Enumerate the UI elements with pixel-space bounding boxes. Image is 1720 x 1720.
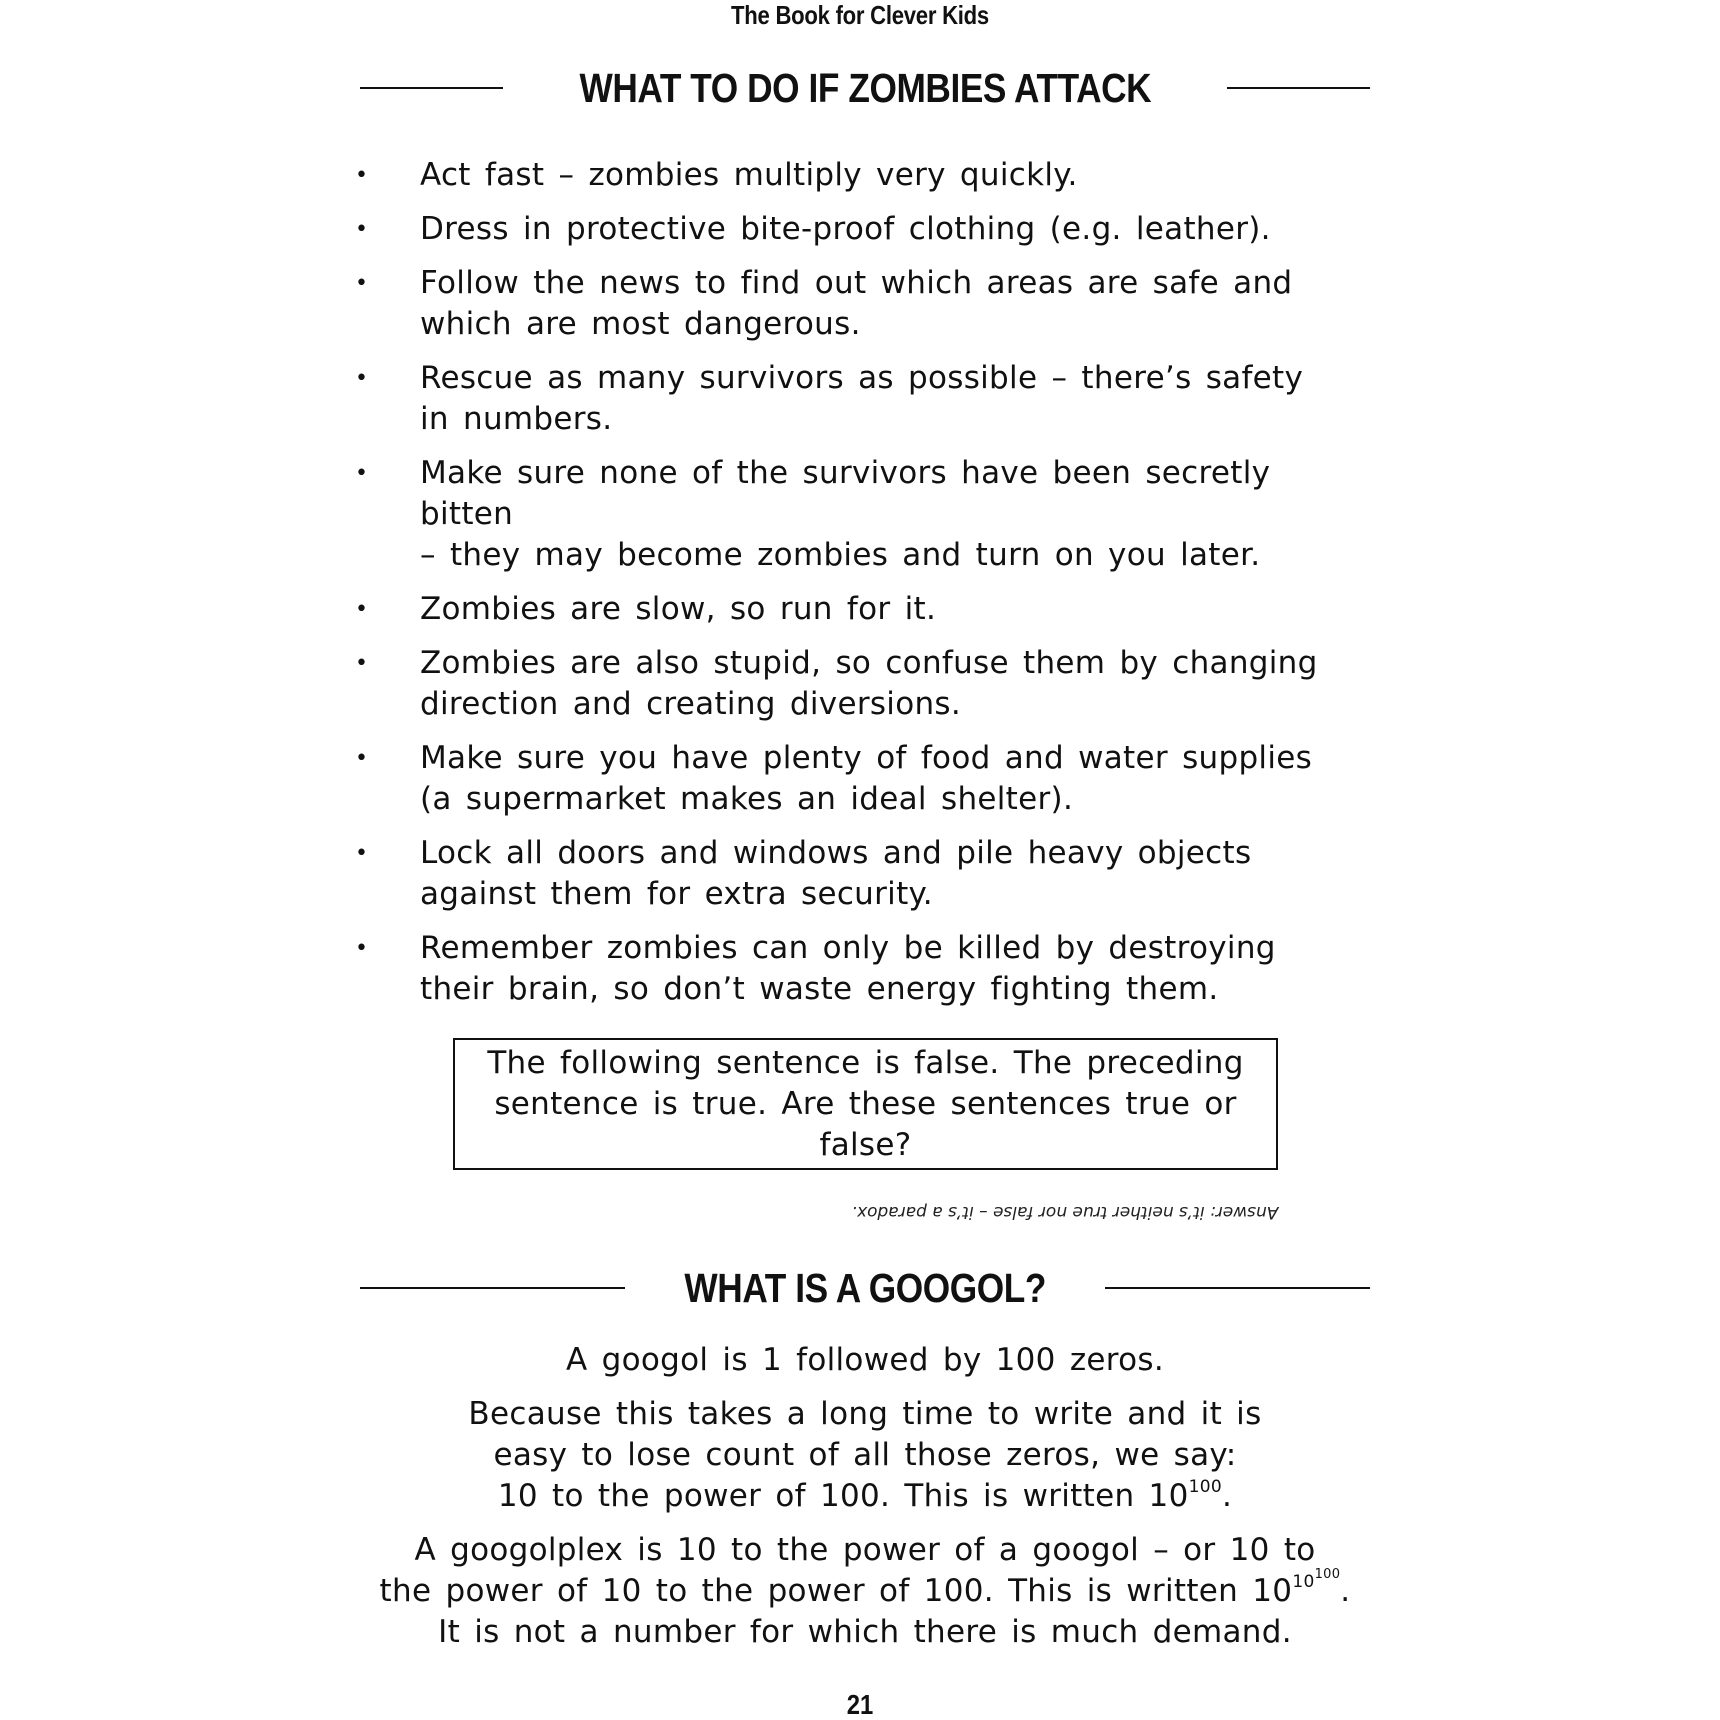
tip-line: Zombies are also stupid, so confuse them by changing <box>420 645 1318 681</box>
tip-line: Make sure none of the survivors have been secretly bitten <box>420 455 1271 532</box>
tip-line: Remember zombies can only be killed by destroying <box>420 930 1276 966</box>
punctuation: . <box>1340 1573 1351 1609</box>
nested-exponent: 100 <box>1314 1567 1341 1583</box>
bullet-icon: • <box>355 841 369 866</box>
bullet-icon: • <box>355 163 369 188</box>
zombie-tip-item <box>355 643 1355 725</box>
zombie-tip-item <box>355 263 1355 345</box>
bullet-icon: • <box>355 366 369 391</box>
puzzle-line: sentence is true. Are these sentences true or false? <box>494 1085 1237 1163</box>
tip-line: Zombies are slow, so run for it. <box>420 591 937 627</box>
bullet-icon: • <box>355 746 369 771</box>
zombie-tips-list <box>355 155 1355 1023</box>
zombie-tip-item <box>355 155 1355 196</box>
running-head: The Book for Clever Kids <box>731 0 989 30</box>
zombie-tip-item <box>355 209 1355 250</box>
zombie-tip-item <box>355 453 1355 576</box>
punctuation: . <box>1221 1478 1233 1514</box>
tip-line: which are most dangerous. <box>420 306 861 342</box>
exponent-base: 10 <box>1292 1571 1315 1592</box>
text-line: 10 to the power of 100. This is written 10 <box>497 1478 1189 1514</box>
tip-line: Act fast – zombies multiply very quickly. <box>420 157 1078 193</box>
bullet-icon: • <box>355 461 369 486</box>
bullet-icon: • <box>355 597 369 622</box>
tip-line: in numbers. <box>420 401 613 437</box>
googol-text <box>360 1340 1370 1666</box>
googol-section-heading <box>360 1258 1370 1318</box>
tip-line: Make sure you have plenty of food and water supplies <box>420 740 1313 776</box>
zombie-tip-item <box>355 928 1355 1010</box>
text-line: the power of 10 to the power of 100. This is written 10 <box>379 1573 1293 1609</box>
tip-line: Follow the news to find out which areas are safe and <box>420 265 1293 301</box>
text-line: easy to lose count of all those zeros, we say: <box>493 1437 1237 1473</box>
zombie-tip-item <box>355 358 1355 440</box>
bullet-icon: • <box>355 271 369 296</box>
paradox-puzzle-box <box>453 1038 1278 1170</box>
zombies-section-heading <box>360 58 1370 118</box>
exponent <box>1292 1567 1341 1592</box>
heading-rule-left <box>360 1287 625 1289</box>
tip-line: against them for extra security. <box>420 876 933 912</box>
bullet-icon: • <box>355 651 369 676</box>
text-line: A googolplex is 10 to the power of a googol – or 10 to <box>414 1532 1316 1568</box>
zombie-tip-item <box>355 589 1355 630</box>
text-line: It is not a number for which there is much demand. <box>438 1614 1292 1650</box>
tip-line: their brain, so don’t waste energy fighting them. <box>420 971 1219 1007</box>
puzzle-text <box>467 1043 1264 1166</box>
heading-rule-right <box>1105 1287 1370 1289</box>
exponent: 100 <box>1188 1476 1222 1497</box>
tip-line: Lock all doors and windows and pile heavy objects <box>420 835 1252 871</box>
puzzle-answer-upside-down: Answer: it’s neither true nor false – it’s a paradox. <box>851 1202 1279 1222</box>
tip-line: Rescue as many survivors as possible – there’s safety <box>420 360 1304 396</box>
zombies-title: WHAT TO DO IF ZOMBIES ATTACK <box>579 64 1151 111</box>
tip-line: direction and creating diversions. <box>420 686 962 722</box>
heading-rule-right <box>1227 87 1370 89</box>
googol-paragraph: A googol is 1 followed by 100 zeros. <box>565 1342 1165 1378</box>
tip-line: – they may become zombies and turn on you later. <box>420 537 1261 573</box>
googol-title: WHAT IS A GOOGOL? <box>684 1264 1046 1311</box>
page-number: 21 <box>846 1689 874 1720</box>
bullet-icon: • <box>355 936 369 961</box>
zombie-tip-item <box>355 833 1355 915</box>
zombie-tip-item <box>355 738 1355 820</box>
text-line: Because this takes a long time to write and it is <box>468 1396 1262 1432</box>
tip-line: (a supermarket makes an ideal shelter). <box>420 781 1074 817</box>
tip-line: Dress in protective bite-proof clothing (e.g. leather). <box>420 211 1271 247</box>
heading-rule-left <box>360 87 503 89</box>
bullet-icon: • <box>355 217 369 242</box>
googol-paragraph <box>360 1394 1370 1517</box>
googolplex-paragraph <box>360 1530 1370 1653</box>
puzzle-line: The following sentence is false. The preceding <box>487 1044 1244 1081</box>
